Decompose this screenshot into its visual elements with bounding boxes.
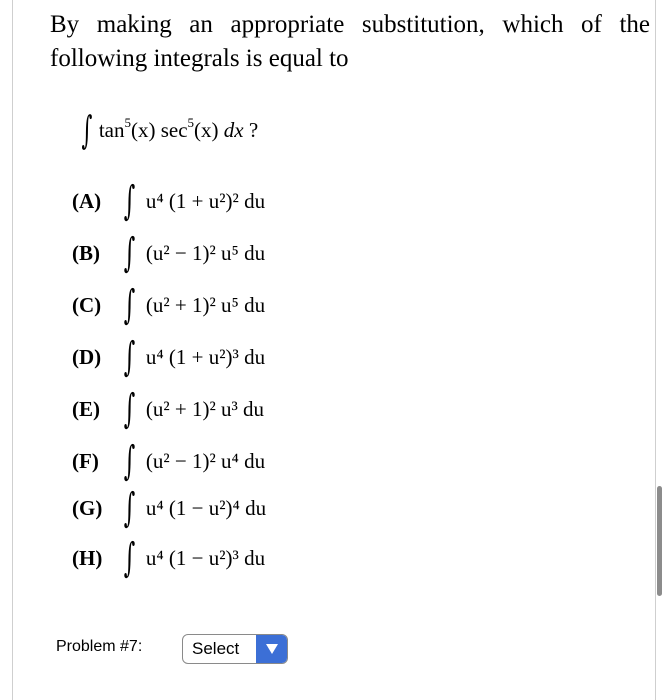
tan-argument: (x) [130, 117, 156, 142]
question-text [50, 8, 650, 76]
tan-exponent: 5 [124, 114, 131, 130]
integral-sign-icon: ∫ [123, 334, 136, 380]
option-expression: u⁴ (1 − u²)³ du [145, 545, 266, 570]
option-expression: (u² − 1)² u⁴ du [145, 448, 266, 473]
integral-sign-icon: ∫ [123, 485, 136, 531]
option-expression: u⁴ (1 + u²)³ du [145, 344, 266, 369]
option-label: (E) [72, 396, 100, 421]
sec-argument: (x) [194, 117, 219, 142]
option-label: (G) [72, 495, 103, 520]
differential-dx: dx [223, 117, 244, 142]
option-expression: (u² + 1)² u³ du [145, 396, 265, 421]
option-expression: (u² − 1)² u⁵ du [145, 240, 266, 265]
answer-select[interactable] [182, 634, 288, 664]
given-integral [77, 108, 258, 152]
option-f [72, 439, 265, 483]
dropdown-arrow-icon[interactable] [256, 635, 287, 663]
integral-sign-icon: ∫ [123, 535, 136, 581]
option-h [72, 536, 265, 580]
option-a [72, 179, 265, 223]
option-label: (D) [72, 344, 102, 369]
option-label: (A) [72, 188, 102, 213]
option-expression: u⁴ (1 − u²)⁴ du [145, 495, 267, 520]
option-expression: u⁴ (1 + u²)² du [145, 188, 266, 213]
integral-sign-icon: ∫ [123, 230, 136, 276]
integral-sign-icon: ∫ [81, 108, 93, 152]
option-label: (H) [72, 545, 103, 570]
integral-sign-icon: ∫ [123, 438, 136, 484]
option-e [72, 387, 264, 431]
select-value: Select [192, 639, 240, 658]
scrollbar-thumb[interactable] [657, 486, 662, 596]
func-sec: sec [160, 117, 188, 142]
integral-sign-icon: ∫ [123, 282, 136, 328]
option-c [72, 283, 265, 327]
option-expression: (u² + 1)² u⁵ du [145, 292, 266, 317]
sec-exponent: 5 [187, 114, 195, 130]
option-b [72, 231, 265, 275]
integral-expression [98, 114, 259, 143]
option-label: (B) [72, 240, 100, 265]
option-g [72, 486, 266, 530]
option-label: (F) [72, 448, 99, 473]
question-line-2: following integrals is equal to [50, 45, 349, 72]
option-label: (C) [72, 292, 102, 317]
problem-label: Problem #7: [56, 638, 143, 655]
func-tan: tan [98, 117, 125, 142]
question-mark: ? [248, 117, 259, 142]
question-line-1: By making an appropriate substitution, which of the [50, 11, 650, 38]
option-d [72, 335, 265, 379]
integral-sign-icon: ∫ [123, 386, 136, 432]
integral-sign-icon: ∫ [123, 178, 136, 224]
